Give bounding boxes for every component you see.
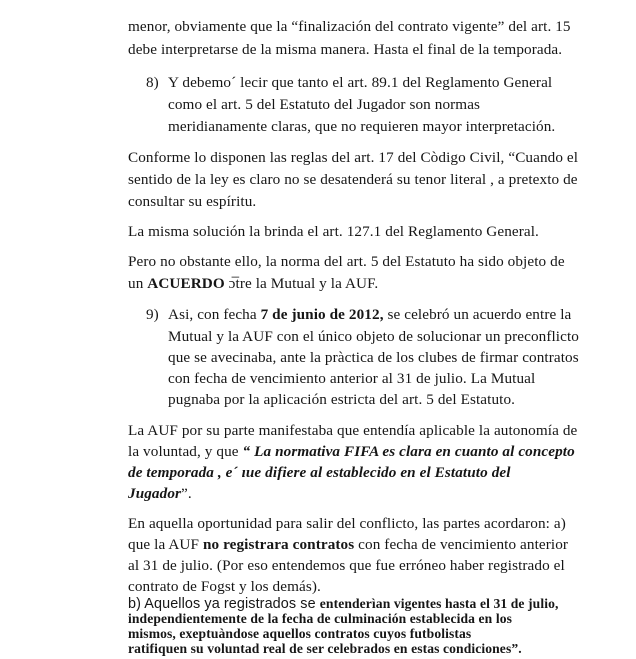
text-line: Conforme lo disponen las reglas del art. 17 del Còdigo Civil, “Cuando el <box>128 149 579 166</box>
text-line: contrato de Fogst y los demás). <box>128 578 321 595</box>
bold-text: no registrara contratos <box>202 536 355 553</box>
bold-italic-text: Jugador <box>128 485 182 502</box>
list-number: 8) <box>146 74 159 91</box>
bold-text: ACUERDO <box>147 275 225 292</box>
bold-text: 7 de junio de 2012, <box>260 306 384 323</box>
text-span: b) Aquellos ya registrados se <box>128 596 320 612</box>
text-line: al 31 de julio. (Por eso entendemos que fue erróneo haber registrado el <box>128 557 565 574</box>
text-line: La AUF por su parte manifestaba que entendía aplicable la autonomía de <box>128 422 578 439</box>
text-line <box>128 484 192 503</box>
text-span: que la AUF <box>128 536 203 553</box>
text-span: la voluntad, y que <box>128 443 243 460</box>
text-line: sentido de la ley es claro no se desatenderá su tenor literal , a pretexto de <box>128 171 578 188</box>
text-line: La misma solución la brinda el art. 127.1 del Reglamento General. <box>128 223 539 240</box>
bold-italic-line: de temporada , e´ ıue difiere al establecido en el Estatuto del <box>128 464 511 481</box>
text-line <box>128 596 558 612</box>
text-line: Pero no obstante ello, la norma del art. 5 del Estatuto ha sido objeto de <box>128 253 565 270</box>
bold-text: entenderìan vigentes hasta el 31 de julio, <box>319 596 559 611</box>
text-line <box>128 442 575 461</box>
bold-line: ratifiquen su voluntad real de ser celebrados en estas condiciones”. <box>128 641 522 656</box>
text-span: Asi, con fecha <box>168 306 261 323</box>
text-span: con fecha de vencimiento anterior <box>354 536 569 553</box>
text-line: con fecha de vencimiento anterior al 31 de julio. La Mutual <box>168 370 536 387</box>
text-line: que se avecinaba, ante la pràctica de los clubes de firmar contratos <box>168 349 579 366</box>
text-span: se celebró un acuerdo entre la <box>383 306 572 323</box>
text-line: Y debemo´ lecir que tanto el art. 89.1 del Reglamento General <box>168 74 553 91</box>
text-line: pugnaba por la aplicación estricta del art. 5 del Estatuto. <box>168 391 516 408</box>
text-span: un <box>128 275 148 292</box>
text-span: ɔ̅tre la Mutual y la AUF. <box>224 275 379 292</box>
text-line: meridianamente claras, que no requieren mayor interpretación. <box>168 118 556 135</box>
list-number: 9) <box>146 306 159 323</box>
text-line: menor, obviamente que la “finalización del contrato vigente” del art. 15 <box>128 18 571 35</box>
bold-italic-text: “ La normativa FIFA es clara en cuanto al concepto <box>242 443 575 460</box>
text-line <box>128 535 568 554</box>
bold-line: independientemente de la fecha de culminación establecida en los <box>128 611 512 626</box>
text-line: consultar su espíritu. <box>128 193 257 210</box>
text-line: como el art. 5 del Estatuto del Jugador son normas <box>168 96 481 113</box>
text-line <box>128 274 378 293</box>
bold-line: mismos, exeptuàndose aquellos contratos cuyos futbolistas <box>128 626 472 641</box>
text-line: En aquella oportunidad para salir del conflicto, las partes acordaron: a) <box>128 515 566 532</box>
text-line <box>168 305 571 324</box>
text-line: debe interpretarse de la misma manera. Hasta el final de la temporada. <box>128 41 563 58</box>
text-span: ”. <box>181 485 192 502</box>
text-line: Mutual y la AUF con el único objeto de solucionar un preconflicto <box>168 328 579 345</box>
